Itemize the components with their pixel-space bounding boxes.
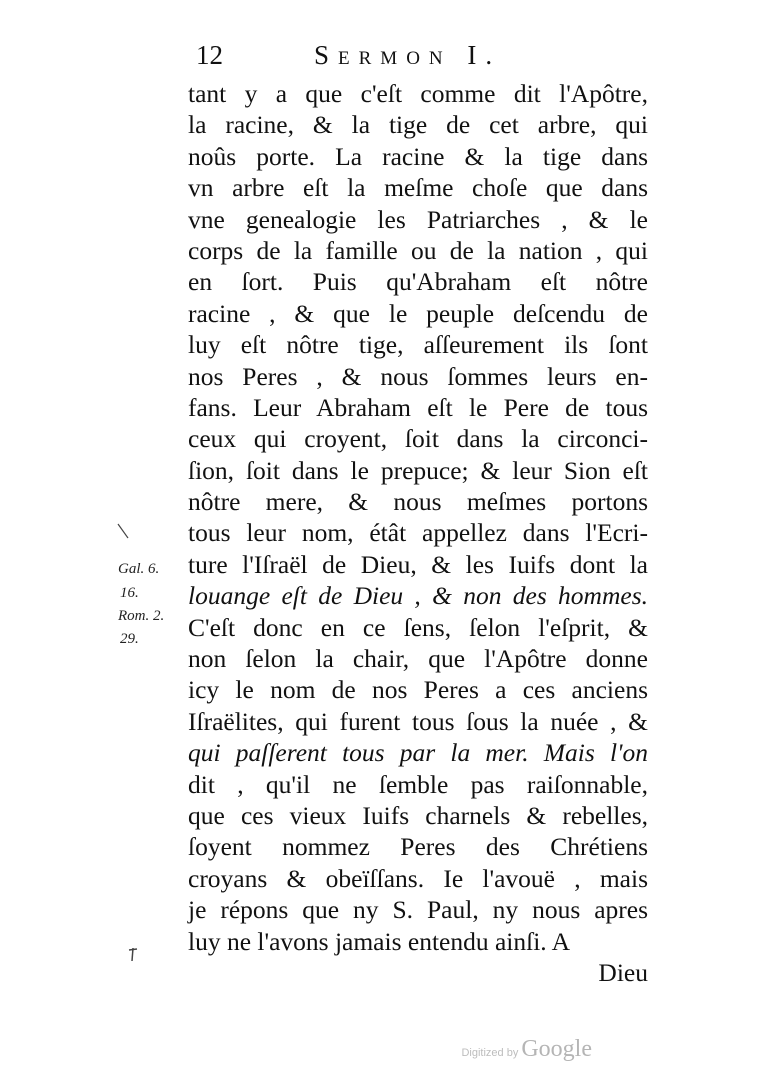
pen-mark — [116, 522, 130, 540]
text-line: dit , qu'il ne ſemble pas raiſonnable, — [188, 769, 648, 799]
ink-mark — [126, 944, 140, 964]
text-line: fans. Leur Abraham eſt le Pere de tous — [188, 392, 648, 422]
text-line: ſoyent nommez Peres des Chrétiens — [188, 832, 648, 862]
text-line: que ces vieux Iuifs charnels & rebelles, — [188, 800, 648, 830]
margin-note-rom-ref: Rom. 2. — [118, 608, 165, 624]
ink-stroke — [132, 948, 133, 961]
text-line: ſion, ſoit dans le prepuce; & leur Sion eſt — [188, 455, 648, 485]
text-line: nos Peres , & nous ſommes leurs en- — [188, 361, 648, 391]
text-line: C'eſt donc en ce ſens, ſelon l'eſprit, & — [188, 612, 648, 642]
text-line: vne genealogie les Patriarches , & le — [188, 204, 648, 234]
page-header — [196, 40, 636, 80]
digitization-watermark — [461, 1036, 592, 1063]
margin-note-gal-verse: 16. — [120, 585, 139, 601]
text-line: nôtre mere, & nous meſmes portons — [188, 487, 648, 517]
text-line: luy ne l'avons jamais entendu ainſi. A — [188, 926, 571, 956]
text-line: ture l'Iſraël de Dieu, & les Iuifs dont la — [188, 549, 648, 579]
text-line: corps de la famille ou de la nation , qui — [188, 235, 648, 265]
text-line: en ſort. Puis qu'Abraham eſt nôtre — [188, 267, 648, 297]
text-line: tous leur nom, étât appellez dans l'Ecri- — [188, 518, 648, 548]
margin-note-rom-verse: 29. — [120, 631, 139, 647]
pen-stroke — [118, 524, 128, 538]
text-line: non ſelon la chair, que l'Apôtre donne — [188, 644, 648, 674]
text-line: je répons que ny S. Paul, ny nous apres — [188, 895, 648, 925]
page-number: 12 — [196, 40, 223, 70]
text-line-italic: louange eſt de Dieu , & non des hommes. — [188, 581, 648, 611]
text-line: la racine, & la tige de cet arbre, qui — [188, 110, 648, 140]
text-line: icy le nom de nos Peres a ces anciens — [188, 675, 648, 705]
catchword: Dieu — [598, 957, 648, 987]
watermark-brand-logo: Google — [521, 1036, 592, 1062]
text-line: noûs porte. La racine & la tige dans — [188, 141, 648, 171]
watermark-prefix: Digitized by — [461, 1047, 519, 1059]
text-line: luy eſt nôtre tige, aſſeurement ils ſont — [188, 330, 648, 360]
text-line-italic: qui paſſerent tous par la mer. Mais l'on — [188, 738, 648, 768]
margin-note-gal-ref: Gal. 6. — [118, 561, 160, 577]
text-line: croyans & obeïſſans. Ie l'avouë , mais — [188, 863, 648, 893]
body-text — [188, 78, 648, 988]
running-head: Sermon I. — [314, 40, 502, 70]
text-line: ceux qui croyent, ſoit dans la circonci- — [188, 424, 648, 454]
text-line: racine , & que le peuple deſcendu de — [188, 298, 648, 328]
text-line: vn arbre eſt la meſme choſe que dans — [188, 173, 648, 203]
text-line: Iſraëlites, qui furent tous ſous la nuée , & — [188, 706, 648, 736]
text-line: tant y a que c'eſt comme dit l'Apôtre, — [188, 79, 648, 108]
